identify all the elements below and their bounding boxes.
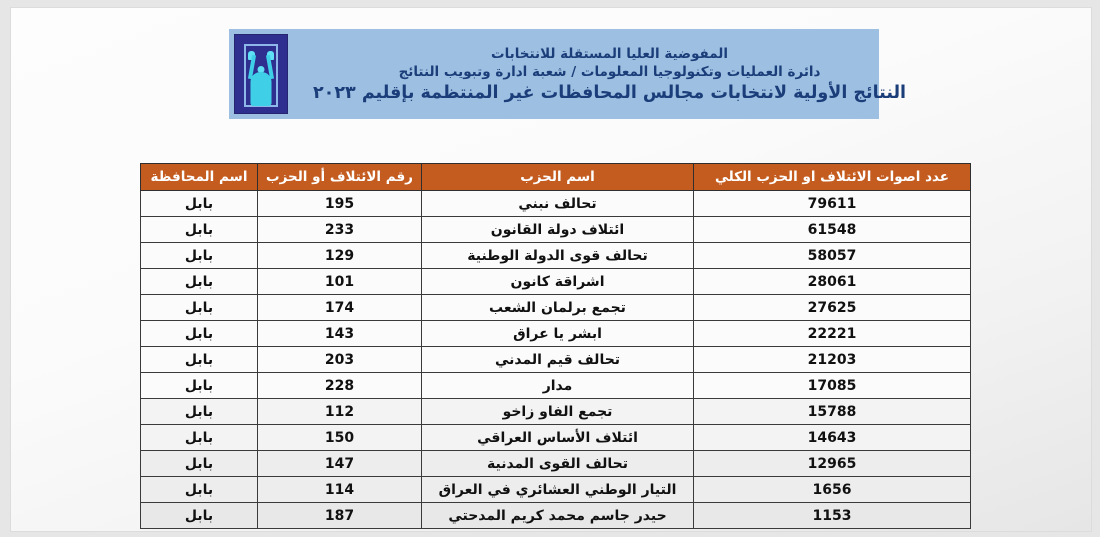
- table-row: [141, 243, 971, 269]
- cell-governorate: بابل: [141, 399, 258, 425]
- cell-governorate: بابل: [141, 295, 258, 321]
- cell-party-number: 187: [258, 503, 422, 529]
- table-row: [141, 269, 971, 295]
- cell-total-votes: 1656: [694, 477, 971, 503]
- table-row: [141, 425, 971, 451]
- cell-party-name: تحالف قيم المدني: [422, 347, 694, 373]
- cell-party-number: 101: [258, 269, 422, 295]
- table-row: [141, 399, 971, 425]
- cell-total-votes: 12965: [694, 451, 971, 477]
- report-header-banner: [229, 29, 907, 119]
- table-row: [141, 477, 971, 503]
- table-header: [141, 164, 971, 191]
- cell-governorate: بابل: [141, 425, 258, 451]
- table-header-row: [141, 164, 971, 191]
- column-header-party-name: اسم الحزب: [422, 164, 694, 191]
- cell-governorate: بابل: [141, 477, 258, 503]
- cell-total-votes: 21203: [694, 347, 971, 373]
- report-title: النتائج الأولية لانتخابات مجالس المحافظات غير المنتظمة بإقليم ٢٠٢٣: [313, 82, 907, 103]
- cell-total-votes: 28061: [694, 269, 971, 295]
- organization-name: المفوضية العليا المستقلة للانتخابات: [491, 45, 729, 62]
- cell-party-number: 203: [258, 347, 422, 373]
- cell-party-number: 174: [258, 295, 422, 321]
- cell-party-name: ابشر يا عراق: [422, 321, 694, 347]
- cell-total-votes: 1153: [694, 503, 971, 529]
- table-row: [141, 217, 971, 243]
- cell-party-name: تجمع برلمان الشعب: [422, 295, 694, 321]
- cell-party-name: حيدر جاسم محمد كريم المدحتي: [422, 503, 694, 529]
- results-table-container: [141, 163, 971, 529]
- cell-party-name: تحالف قوى الدولة الوطنية: [422, 243, 694, 269]
- column-header-total-votes: عدد اصوات الائتلاف او الحزب الكلي: [694, 164, 971, 191]
- cell-party-number: 233: [258, 217, 422, 243]
- cell-party-name: تحالف القوى المدنية: [422, 451, 694, 477]
- cell-party-number: 129: [258, 243, 422, 269]
- cell-total-votes: 61548: [694, 217, 971, 243]
- table-row: [141, 503, 971, 529]
- cell-total-votes: 27625: [694, 295, 971, 321]
- table-row: [141, 295, 971, 321]
- cell-party-number: 112: [258, 399, 422, 425]
- cell-governorate: بابل: [141, 217, 258, 243]
- cell-party-number: 143: [258, 321, 422, 347]
- logo-torso-shape: [251, 72, 272, 106]
- cell-governorate: بابل: [141, 269, 258, 295]
- department-name: دائرة العمليات وتكنولوجيا المعلومات / شعبة ادارة وتبويب النتائج: [398, 63, 821, 80]
- table-row: [141, 451, 971, 477]
- banner-text-block: [293, 29, 910, 119]
- cell-party-number: 114: [258, 477, 422, 503]
- column-header-governorate: اسم المحافظة: [141, 164, 258, 191]
- cell-party-name: تجمع الفاو زاخو: [422, 399, 694, 425]
- cell-governorate: بابل: [141, 191, 258, 217]
- cell-total-votes: 14643: [694, 425, 971, 451]
- cell-total-votes: 17085: [694, 373, 971, 399]
- cell-party-number: 228: [258, 373, 422, 399]
- logo-container: [229, 29, 293, 119]
- column-header-party-number: رقم الائتلاف أو الحزب: [258, 164, 422, 191]
- cell-governorate: بابل: [141, 321, 258, 347]
- cell-governorate: بابل: [141, 373, 258, 399]
- cell-party-number: 150: [258, 425, 422, 451]
- table-row: [141, 347, 971, 373]
- cell-party-name: التيار الوطني العشائري في العراق: [422, 477, 694, 503]
- cell-party-name: ائتلاف الأساس العراقي: [422, 425, 694, 451]
- results-table: [140, 163, 971, 529]
- cell-total-votes: 79611: [694, 191, 971, 217]
- cell-total-votes: 58057: [694, 243, 971, 269]
- cell-total-votes: 22221: [694, 321, 971, 347]
- cell-governorate: بابل: [141, 243, 258, 269]
- cell-party-name: ائتلاف دولة القانون: [422, 217, 694, 243]
- table-row: [141, 373, 971, 399]
- cell-party-name: مدار: [422, 373, 694, 399]
- page-canvas: [10, 7, 1092, 532]
- cell-governorate: بابل: [141, 347, 258, 373]
- cell-total-votes: 15788: [694, 399, 971, 425]
- cell-party-number: 147: [258, 451, 422, 477]
- cell-governorate: بابل: [141, 451, 258, 477]
- ihec-logo-icon: [234, 34, 288, 114]
- cell-party-name: اشراقة كانون: [422, 269, 694, 295]
- cell-party-name: تحالف نبني: [422, 191, 694, 217]
- table-row: [141, 191, 971, 217]
- cell-governorate: بابل: [141, 503, 258, 529]
- table-row: [141, 321, 971, 347]
- cell-party-number: 195: [258, 191, 422, 217]
- table-body: [141, 191, 971, 529]
